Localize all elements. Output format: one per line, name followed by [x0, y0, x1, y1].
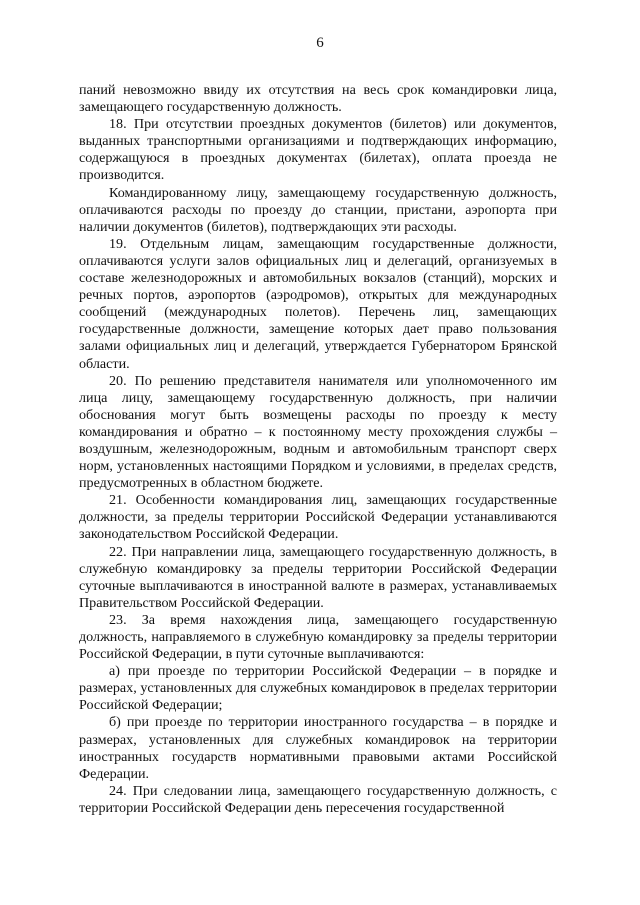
- paragraph-21: 21. Особенности командирования лиц, замещающих государственные должности, за пределы территории Российской Федерации устанавливаются законодательством Российской Федерации.: [79, 492, 557, 543]
- page-number: 6: [316, 35, 324, 51]
- paragraph-18-travel-expenses: Командированному лицу, замещающему государственную должность, оплачиваются расходы по проезду до станции, пристани, аэропорта при наличии документов (билетов), подтверждающих эти расходы.: [79, 184, 557, 235]
- paragraph-18: 18. При отсутствии проездных документов (билетов) или документов, выданных транспортными организациями и подтверждающих информацию, содержащуюся в проездных документах (билетах), оплата проезда не производится.: [79, 116, 557, 184]
- paragraph-continuation: паний невозможно ввиду их отсутствия на весь срок командировки лица, замещающего государственную должность.: [79, 82, 557, 116]
- paragraph-22: 22. При направлении лица, замещающего государственную должность, в служебную командировку за пределы территории Российской Федерации суточные выплачиваются в иностранной валюте в размерах, устанавливаемых Правительством Российской Федерации.: [79, 543, 557, 611]
- paragraph-23: 23. За время нахождения лица, замещающего государственную должность, направляемого в служебную командировку за пределы территории Российской Федерации, в пути суточные выплачиваются:: [79, 611, 557, 663]
- paragraph-23-a: а) при проезде по территории Российской Федерации – в порядке и размерах, установленных для служебных командировок в пределах территории Российской Федерации;: [79, 663, 557, 714]
- paragraph-19: 19. Отдельным лицам, замещающим государственные должности, оплачиваются услуги залов официальных лиц и делегаций, организуемых в составе железнодорожных и автомобильных вокзалов (станций), морских и речных портов, аэропортов (аэродромов), открытых для международных сообщений (международных полетов). Перечень лиц, замещающих государственные должности, замещение которых дает право пользования залами официальных лиц и делегаций, утверждается Губернатором Брянской области.: [79, 235, 557, 372]
- document-body: [79, 82, 557, 817]
- paragraph-24: 24. При следовании лица, замещающего государственную должность, с территории Российской Федерации день пересечения государственной: [79, 782, 557, 816]
- paragraph-20: 20. По решению представителя нанимателя или уполномоченного им лица лицу, замещающему государственную должность, при наличии обоснования могут быть возмещены расходы по проезду к месту командирования и обратно – к постоянному месту прохождения службы – воздушным, железнодорожным, водным и автомобильным транспорт сверх норм, установленных настоящими Порядком и условиями, в пределах средств, предусмотренных в областном бюджете.: [79, 372, 557, 492]
- paragraph-23-b: б) при проезде по территории иностранного государства – в порядке и размерах, установленных для служебных командировок на территории иностранных государств нормативными правовыми актами Российской Федерации.: [79, 714, 557, 782]
